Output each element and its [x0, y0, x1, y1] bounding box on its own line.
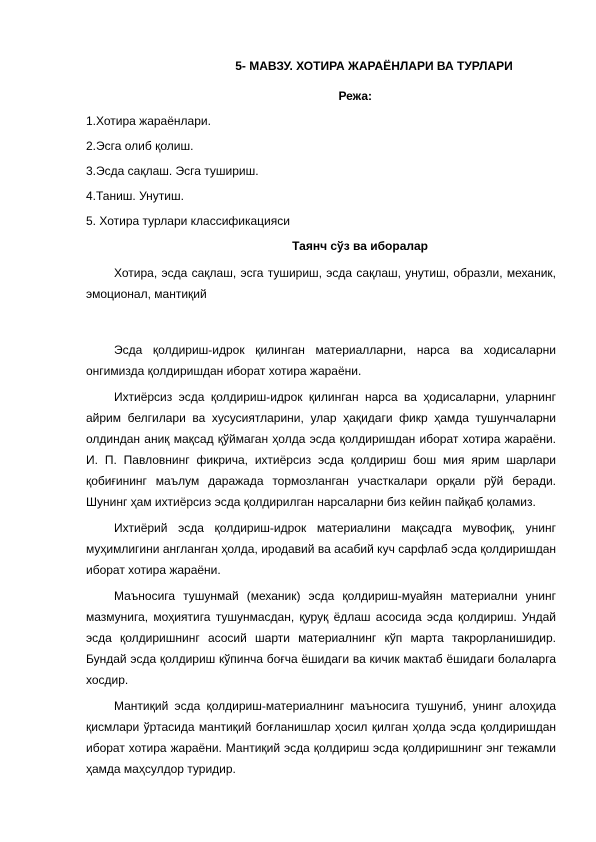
body-text [86, 340, 556, 780]
plan-item: 1.Хотира жараёнлари. [86, 114, 211, 128]
paragraph: Эсда қолдириш-идрок қилинган материалларни, нарса ва ходисаларни онгимизда қолдиришдан иборат хотира жараёни. [86, 343, 556, 378]
plan-item: 3.Эсда сақлаш. Эсга тушириш. [86, 164, 259, 178]
paragraph: Мантиқий эсда қолдириш-материалнинг маъносига тушуниб, унинг алоҳида қисмлари ўртасида мантиқий боғланишлар ҳосил қилган ҳолда эсда қолдиришдан иборат хотира жараёни. Мантиқий эсда қолдириш эсда қолдиришнинг энг тежамли ҳамда маҳсулдор туридир. [86, 699, 556, 776]
plan-item: 5. Хотира турлари классификацияси [86, 214, 290, 228]
paragraph: Ихтиёрсиз эсда қолдириш-идрок қилинган нарса ва ҳодисаларни, уларнинг айрим белгилари ва хусусиятларини, улар ҳақидаги фикр ҳамда тушунчаларни олдиндан аниқ мақсад қўймаган ҳолда эсда қолдиришдан иборат хотира жараёни. И. П. Павловнинг фикрича, ихтиёрсиз эсда қолдириш бош мия ярим шарлари қобиғининг маълум даражада тормозланган участкалари орқали рўй беради. Шунинг ҳам ихтиёрсиз эсда қолдирилган нарсаларни биз кейин пайқаб қоламиз. [86, 390, 556, 509]
keywords-heading: Таянч сўз ва иборалар [292, 239, 428, 253]
paragraph: Ихтиёрий эсда қолдириш-идрок материалини мақсадга мувофиқ, унинг муҳимлигини англанган ҳолда, иродавий ва асабий куч сарфлаб эсда қолдиришдан иборат хотира жараёни. [86, 521, 556, 577]
document-title: 5- МАВЗУ. ХОТИРА ЖАРАЁНЛАРИ ВА ТУРЛАРИ [235, 59, 513, 73]
paragraph: Маъносига тушунмай (механик) эсда қолдириш-муайян материални унинг мазмунига, моҳиятига тушунмасдан, қуруқ ёдлаш асосида эсда қолдириш. Ундай эсда қолдиришнинг асосий шарти материалнинг кўп марта такрорланишидир. Бундай эсда қолдириш кўпинча боғча ёшидаги ва кичик мактаб ёшидаги болаларга хосдир. [86, 589, 556, 687]
keywords-text: Хотира, эсда сақлаш, эсга тушириш, эсда сақлаш, унутиш, образли, механик, эмоционал, мантиқий [86, 266, 556, 301]
plan-list [86, 113, 556, 229]
plan-item: 2.Эсга олиб қолиш. [86, 139, 194, 153]
plan-item: 4.Таниш. Унутиш. [86, 189, 184, 203]
plan-heading: Режа: [338, 89, 372, 103]
